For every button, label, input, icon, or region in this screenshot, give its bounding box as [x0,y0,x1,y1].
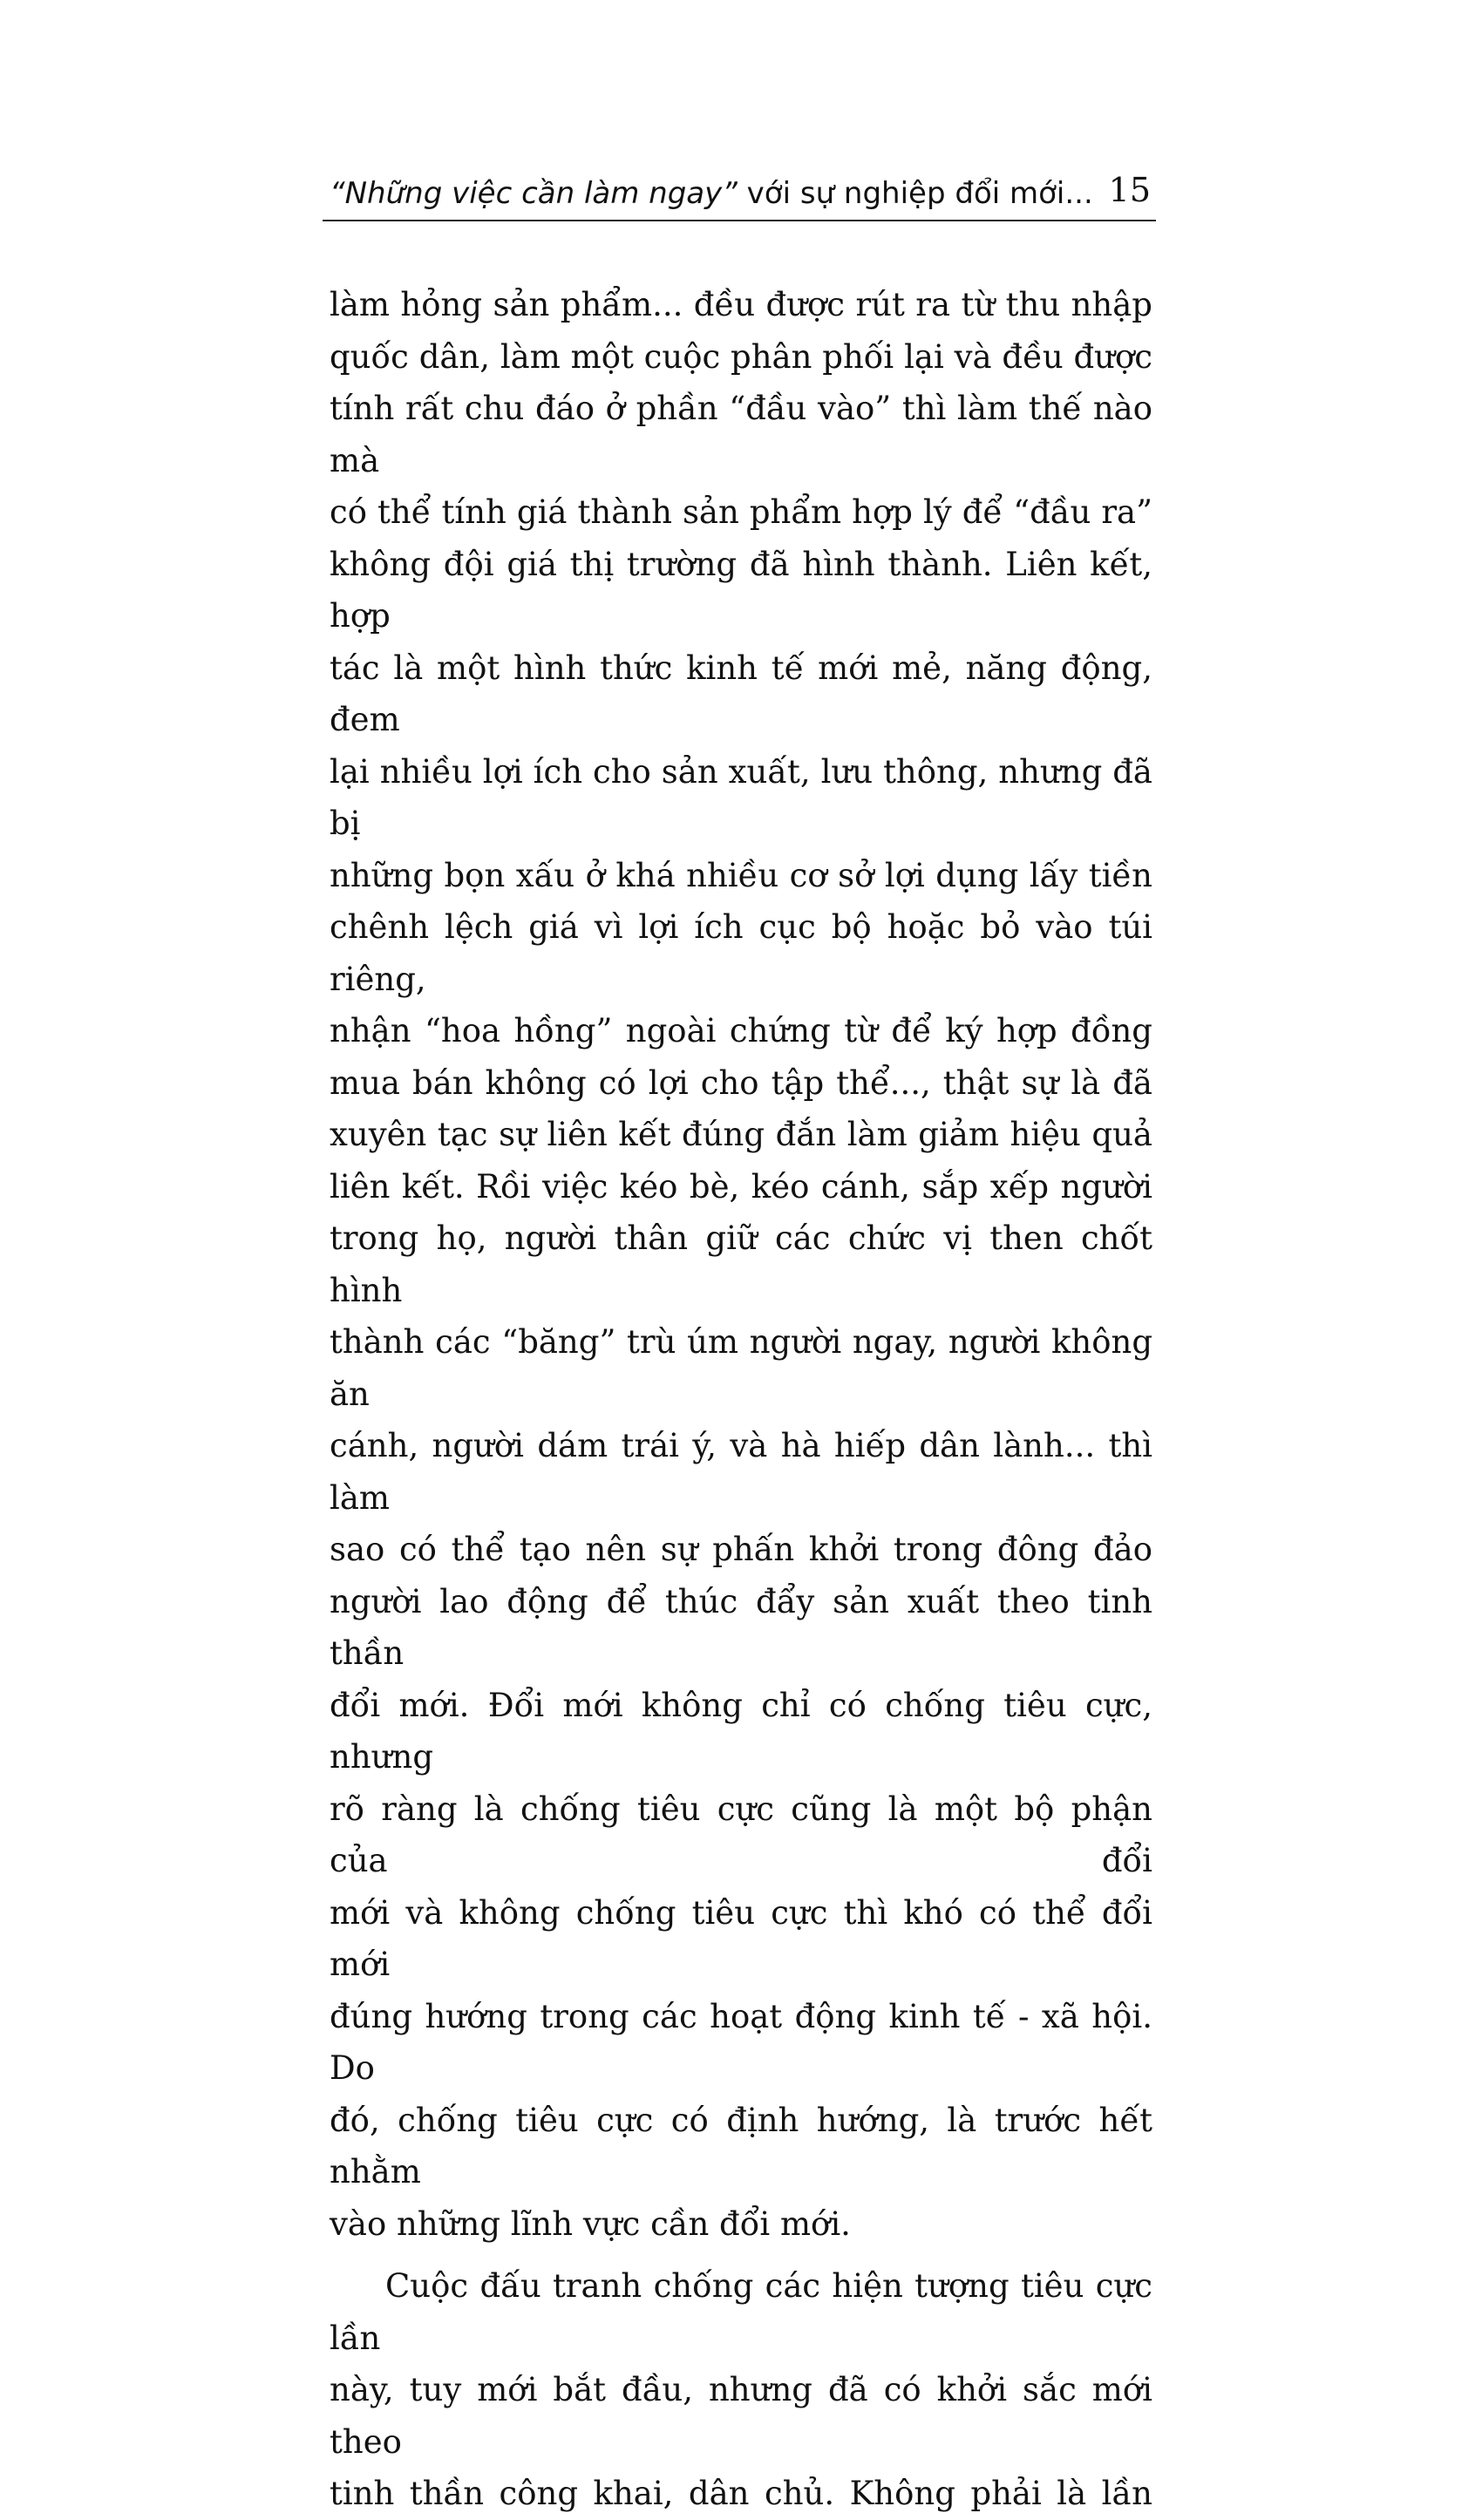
text-line: có thể tính giá thành sản phẩm hợp lý để “đầu ra” [330,493,1152,531]
text-line: lại nhiều lợi ích cho sản xuất, lưu thông, nhưng đã bị [330,752,1152,842]
body-text [330,279,1152,2520]
text-line: trong họ, người thân giữ các chức vị then chốt hình [330,1219,1152,1309]
text-line: thành các “băng” trù úm người ngay, người không ăn [330,1323,1152,1413]
text-line: đó, chống tiêu cực có định hướng, là trước hết nhằm [330,2101,1152,2191]
text-line: mới và không chống tiêu cực thì khó có thể đổi mới [330,1893,1152,1983]
text-line: đổi mới. Đổi mới không chỉ có chống tiêu cực, nhưng [330,1686,1152,1776]
text-line: chênh lệch giá vì lợi ích cục bộ hoặc bỏ vào túi riêng, [330,908,1152,998]
running-header [323,171,1156,221]
text-line: rõ ràng là chống tiêu cực cũng là một bộ phận của đổi [330,1790,1152,1879]
text-line: mua bán không có lợi cho tập thể..., thật sự là đã [330,1063,1152,1102]
text-line: này, tuy mới bắt đầu, nhưng đã có khởi sắc mới theo [330,2371,1152,2461]
page-number: 15 [1108,171,1151,209]
text-line: tính rất chu đáo ở phần “đầu vào” thì làm thế nào mà [330,390,1152,479]
text-line: quốc dân, làm một cuộc phân phối lại và đều được [330,337,1152,376]
text-line: không đội giá thị trường đã hình thành. Liên kết, hợp [330,545,1152,635]
text-line: đúng hướng trong các hoạt động kinh tế - xã hội. Do [330,1997,1152,2087]
text-line: nhận “hoa hồng” ngoài chứng từ để ký hợp đồng [330,1012,1152,1049]
text-line: sao có thể tạo nên sự phấn khởi trong đông đảo [330,1531,1152,1568]
paragraph-gap [330,2250,1152,2260]
text-line: tinh thần công khai, dân chủ. Không phải là lần [330,2475,1152,2512]
text-line: vào những lĩnh vực cần đổi mới. [330,2204,851,2243]
text-line: Cuộc đấu tranh chống các hiện tượng tiêu cực lần [330,2267,1152,2357]
text-line: liên kết. Rồi việc kéo bè, kéo cánh, sắp xếp người [330,1167,1152,1206]
text-line: tác là một hình thức kinh tế mới mẻ, năng động, đem [330,649,1152,738]
text-line: người lao động để thúc đẩy sản xuất theo tinh thần [330,1582,1152,1672]
header-title-rest: với sự nghiệp đổi mới... [737,176,1093,211]
text-line: xuyên tạc sự liên kết đúng đắn làm giảm hiệu quả [330,1116,1152,1153]
header-title-italic: “Những việc cần làm ngay” [330,176,738,211]
text-line: cánh, người dám trái ý, và hà hiếp dân lành... thì làm [330,1427,1152,1517]
text-line: những bọn xấu ở khá nhiều cơ sở lợi dụng lấy tiền [330,856,1152,894]
header-title [330,176,1093,211]
text-line: làm hỏng sản phẩm... đều được rút ra từ thu nhập [330,286,1152,323]
